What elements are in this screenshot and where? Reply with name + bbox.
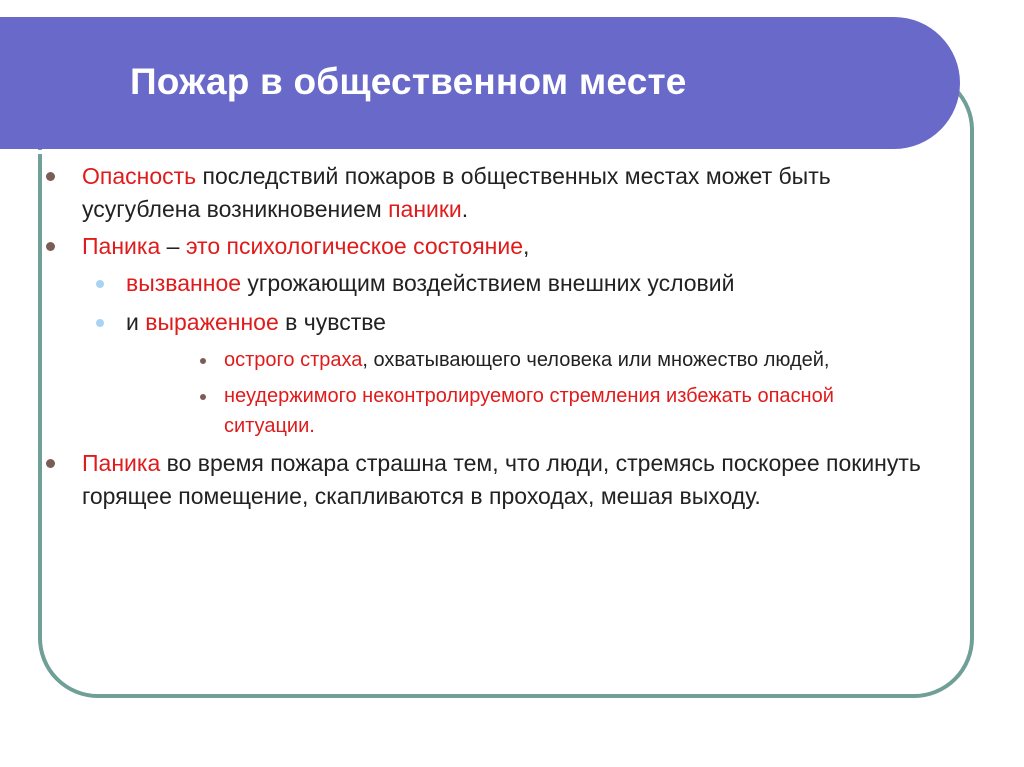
highlight-text: выраженное [145, 309, 279, 335]
highlight-text: Опасность [82, 163, 197, 189]
sub-sub-bullet-fear [44, 345, 924, 375]
body-text: , охватывающего человека или множество людей, [362, 349, 830, 371]
bullet-dot-icon [200, 394, 206, 400]
bullet-dot-icon [46, 242, 55, 251]
body-text: – [160, 233, 186, 259]
highlight-text: вызванное [126, 270, 242, 296]
body-text: во время пожара страшна тем, что люди, стремясь поскорее покинуть горящее помещение, скапливаются в проходах, мешая выходу. [82, 450, 921, 509]
bullet-item-danger [44, 160, 944, 226]
bullet-dot-icon [46, 459, 55, 468]
highlight-text: острого страха [224, 349, 363, 371]
body-text: последствий пожаров в общественных местах может быть усугублена возникновением [82, 163, 831, 222]
slide-title: Пожар в общественном месте [130, 61, 687, 102]
slide-content [44, 160, 944, 517]
bullet-dot-icon [46, 172, 55, 181]
sub-sub-bullet-escape [44, 381, 924, 441]
body-text: и [126, 309, 146, 335]
bullet-dot-icon [96, 280, 104, 288]
body-text: в чувстве [278, 309, 386, 335]
sub-bullet-expressed [44, 306, 944, 339]
bullet-item-panic-definition [44, 230, 944, 263]
bullet-dot-icon [96, 319, 104, 327]
sub-bullet-caused [44, 267, 944, 300]
title-underline [0, 150, 906, 154]
highlight-text: Паника [82, 450, 161, 476]
title-bar [0, 17, 960, 149]
highlight-text: это психологическое состояние [185, 233, 524, 259]
highlight-text: паники [388, 196, 462, 222]
bullet-dot-icon [200, 358, 206, 364]
body-text: , [523, 233, 530, 259]
bullet-item-panic-danger [44, 447, 944, 513]
body-text: . [461, 196, 469, 222]
body-text: угрожающим воздействием внешних условий [241, 270, 735, 296]
highlight-text: Паника [82, 233, 161, 259]
highlight-text: неудержимого неконтролируемого стремления избежать опасной ситуации. [224, 385, 834, 437]
